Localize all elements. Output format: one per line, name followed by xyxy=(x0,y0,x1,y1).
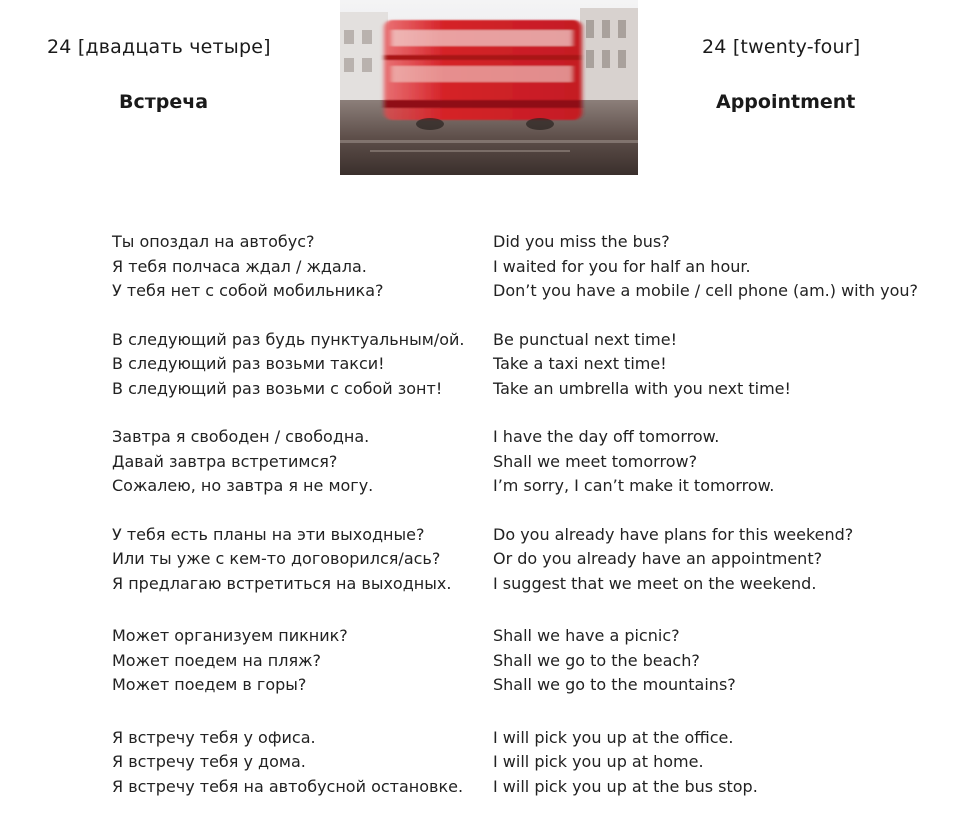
bus-photo xyxy=(340,0,638,175)
phrase-russian: Давай завтра встретимся? xyxy=(112,451,338,471)
phrase-english: Do you already have plans for this weekend? xyxy=(493,524,854,544)
phrase-russian: Я встречу тебя у офиса. xyxy=(112,727,316,747)
phrase-group xyxy=(112,230,464,304)
phrase-group xyxy=(112,425,464,499)
phrase-english: Shall we go to the beach? xyxy=(493,650,700,670)
phrase-russian: В следующий раз будь пунктуальным/ой. xyxy=(112,329,465,349)
phrase-english: I have the day off tomorrow. xyxy=(493,427,720,446)
title-russian: Встреча xyxy=(119,91,209,113)
phrase-group xyxy=(112,523,464,597)
phrase-group xyxy=(493,230,918,304)
phrase-russian: Сожалею, но завтра я не могу. xyxy=(112,476,374,495)
phrase-russian: Я встречу тебя на автобусной остановке. xyxy=(112,776,464,796)
phrase-group xyxy=(493,624,918,698)
phrase-english: I will pick you up at the office. xyxy=(493,727,734,747)
phrase-group xyxy=(493,726,918,800)
phrase-russian: Или ты уже с кем-то договорился/ась? xyxy=(112,549,441,568)
phrase-english: Take a taxi next time! xyxy=(493,354,667,373)
phrase-russian: В следующий раз возьми с собой зонт! xyxy=(112,378,443,398)
phrase-english: Shall we meet tomorrow? xyxy=(493,451,698,471)
phrase-group xyxy=(112,726,464,800)
phrase-english: Did you miss the bus? xyxy=(493,232,670,251)
phrase-russian: У тебя есть планы на эти выходные? xyxy=(112,524,425,544)
phrase-russian: Я встречу тебя у дома. xyxy=(112,752,306,771)
phrase-english: Take an umbrella with you next time! xyxy=(493,378,791,398)
phrase-english: Or do you already have an appointment? xyxy=(493,549,823,568)
phrase-russian: Может поедем на пляж? xyxy=(112,650,321,670)
phrase-english: I will pick you up at home. xyxy=(493,752,704,771)
russian-phrases-column xyxy=(112,230,464,823)
phrase-english: Shall we go to the mountains? xyxy=(493,675,736,694)
phrase-group xyxy=(493,523,918,597)
phrase-russian: У тебя нет с собой мобильника? xyxy=(112,281,384,300)
phrase-english: Be punctual next time! xyxy=(493,329,677,349)
phrase-russian: Может поедем в горы? xyxy=(112,675,307,694)
phrase-english: Shall we have a picnic? xyxy=(493,626,680,645)
phrase-group xyxy=(493,425,918,499)
phrase-russian: Завтра я свободен / свободна. xyxy=(112,427,370,446)
phrase-group xyxy=(112,624,464,698)
phrase-group xyxy=(493,328,918,402)
lesson-number-english: 24 [twenty-four] xyxy=(702,36,861,58)
phrase-english: I will pick you up at the bus stop. xyxy=(493,776,758,796)
phrase-english: I waited for you for half an hour. xyxy=(493,256,751,276)
phrase-russian: В следующий раз возьми такси! xyxy=(112,354,385,373)
english-phrases-column xyxy=(493,230,918,823)
title-english: Appointment xyxy=(716,91,856,113)
phrase-russian: Ты опоздал на автобус? xyxy=(112,232,315,251)
lesson-number-russian: 24 [двадцать четыре] xyxy=(47,36,271,58)
phrase-english: I’m sorry, I can’t make it tomorrow. xyxy=(493,476,775,495)
phrase-english: I suggest that we meet on the weekend. xyxy=(493,573,817,593)
phrase-russian: Я предлагаю встретиться на выходных. xyxy=(112,573,452,593)
phrase-russian: Может организуем пикник? xyxy=(112,626,348,645)
phrase-group xyxy=(112,328,464,402)
phrase-english: Don’t you have a mobile / cell phone (am.) with you? xyxy=(493,281,918,300)
phrase-russian: Я тебя полчаса ждал / ждала. xyxy=(112,256,367,276)
